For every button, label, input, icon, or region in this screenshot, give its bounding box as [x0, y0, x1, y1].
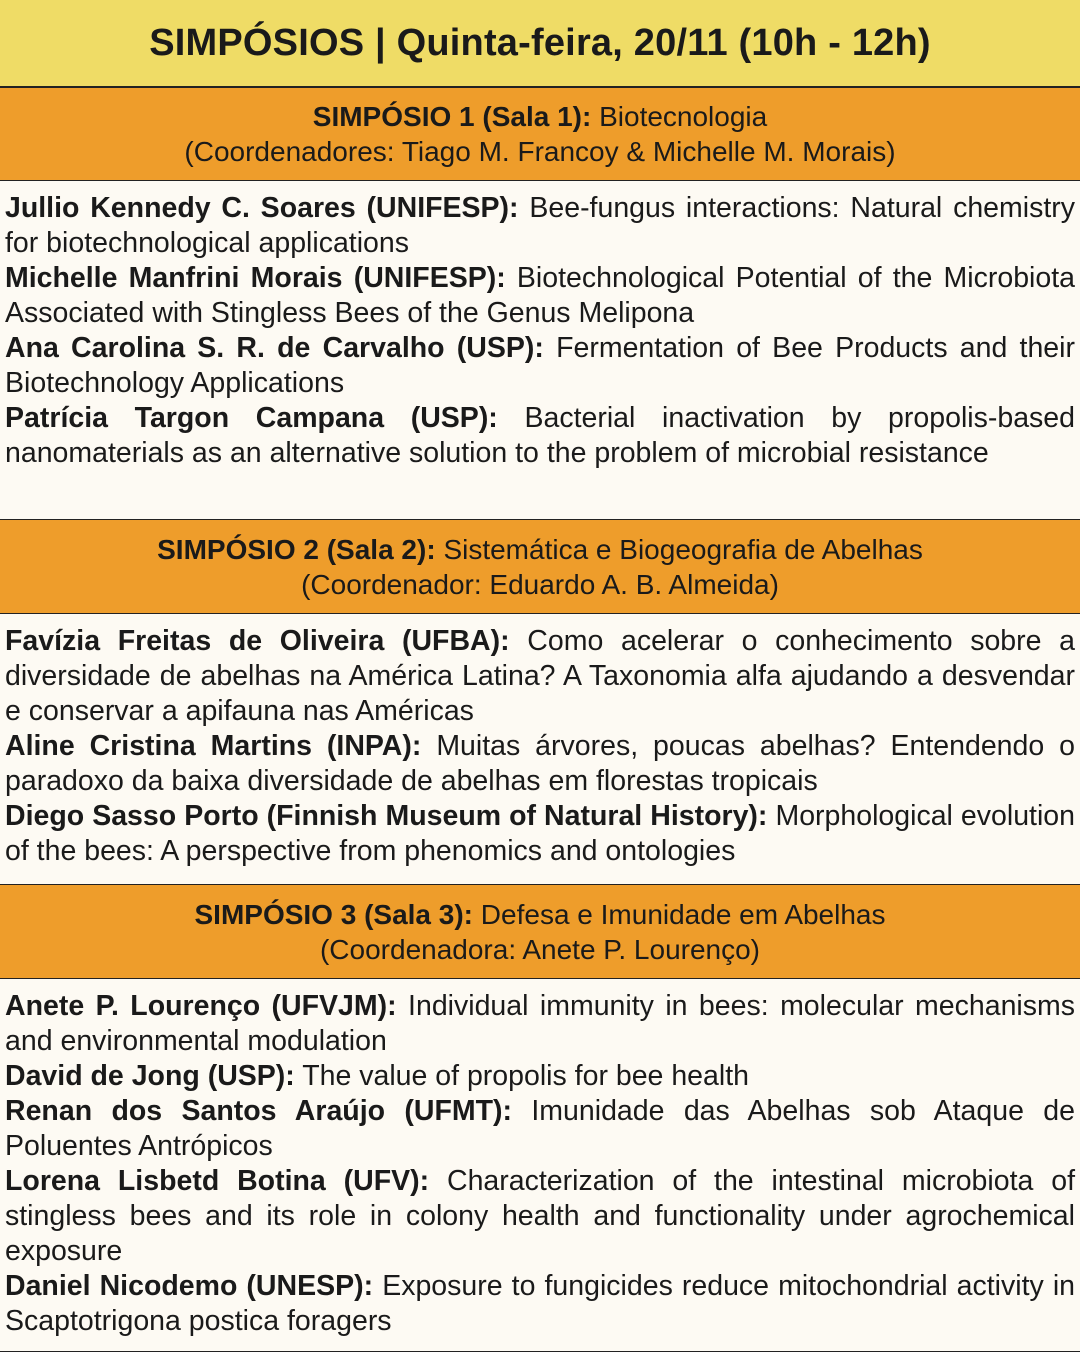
symposium-1-header: [0, 87, 1080, 181]
talk-title: Bacterial inactivation by propolis-based nanomaterials as an alternative solution to the problem of microbial resistance: [5, 402, 1075, 469]
talk-title: Exposure to fungicides reduce mitochondrial activity in Scaptotrigona postica foragers: [5, 1270, 1076, 1337]
talk-title: Morphological evolution of the bees: A perspective from phenomics and ontologies: [5, 800, 1075, 867]
symposium-1-topic: Biotecnologia: [599, 101, 768, 132]
talk-speaker: David de Jong (USP):: [5, 1060, 295, 1092]
talk-item: [5, 401, 1075, 471]
talk-item: [5, 624, 1075, 729]
talk-title: Muitas árvores, poucas abelhas? Entendendo o paradoxo da baixa diversidade de abelhas em florestas tropicais: [5, 730, 1076, 797]
symposium-3-topic: Defesa e Imunidade em Abelhas: [480, 898, 886, 930]
symposium-1-label: SIMPÓSIO 1 (Sala 1):: [312, 101, 592, 132]
talk-item: [5, 1269, 1075, 1339]
talk-speaker: Diego Sasso Porto (Finnish Museum of Natural History):: [5, 800, 768, 832]
talk-speaker: Favízia Freitas de Oliveira (UFBA):: [5, 625, 510, 657]
talk-item: [5, 191, 1075, 261]
symposium-2-header: [0, 519, 1080, 614]
talk-speaker: Anete P. Lourenço (UFVJM):: [5, 990, 397, 1022]
symposium-2-label: SIMPÓSIO 2 (Sala 2):: [157, 533, 436, 565]
talk-speaker: Aline Cristina Martins (INPA):: [5, 730, 422, 762]
talk-title: Imunidade das Abelhas sob Ataque de Poluentes Antrópicos: [5, 1095, 1076, 1162]
symposium-3-header: [0, 884, 1080, 979]
talk-speaker: Renan dos Santos Araújo (UFMT):: [5, 1095, 513, 1127]
talk-speaker: Lorena Lisbetd Botina (UFV):: [5, 1165, 430, 1197]
talk-speaker: Patrícia Targon Campana (USP):: [5, 402, 498, 434]
symposium-1-talk-list: [0, 181, 1080, 519]
talk-speaker: Daniel Nicodemo (UNESP):: [5, 1270, 374, 1302]
talk-speaker: Michelle Manfrini Morais (UNIFESP):: [5, 262, 506, 294]
talk-item: [5, 1094, 1075, 1164]
symposium-2-coordinators: (Coordenador: Eduardo A. B. Almeida): [301, 568, 779, 600]
talk-speaker: Jullio Kennedy C. Soares (UNIFESP):: [5, 192, 519, 224]
talk-title: The value of propolis for bee health: [302, 1060, 749, 1092]
symposium-3-coordinators: (Coordenadora: Anete P. Lourenço): [319, 933, 760, 965]
talk-title: Bee-fungus interactions: Natural chemistry for biotechnological applications: [5, 192, 1075, 259]
title-banner: [0, 0, 1080, 87]
symposium-1-coordinators: (Coordenadores: Tiago M. Francoy & Michelle M. Morais): [184, 136, 896, 167]
talk-item: [5, 729, 1075, 799]
symposium-1-heading-line: [313, 99, 767, 134]
talk-title: Characterization of the intestinal microbiota of stingless bees and its role in colony health and functionality under agrochemical exposure: [5, 1165, 1075, 1267]
symposium-2-talk-list: [0, 614, 1080, 884]
talk-item: [5, 799, 1075, 869]
symposium-3-label: SIMPÓSIO 3 (Sala 3):: [194, 898, 474, 930]
talk-item: [5, 1164, 1075, 1269]
symposium-2-heading-line: [157, 532, 923, 567]
talk-item: [5, 989, 1075, 1059]
page-title: SIMPÓSIOS | Quinta-feira, 20/11 (10h - 12h): [149, 21, 931, 64]
talk-item: [5, 1059, 1075, 1094]
talk-item: [5, 261, 1075, 331]
symposium-3-heading-line: [194, 897, 885, 932]
talk-title: Individual immunity in bees: molecular mechanisms and environmental modulation: [5, 990, 1076, 1057]
symposium-2-topic: Sistemática e Biogeografia de Abelhas: [443, 533, 923, 565]
talk-speaker: Ana Carolina S. R. de Carvalho (USP):: [5, 332, 544, 364]
symposium-3-talk-list: [0, 979, 1080, 1352]
talk-title: Como acelerar o conhecimento sobre a diversidade de abelhas na América Latina? A Taxonomia alfa ajudando a desvendar e conservar a apifauna nas Américas: [5, 625, 1076, 727]
talk-title: Fermentation of Bee Products and their Biotechnology Applications: [5, 332, 1075, 399]
talk-item: [5, 331, 1075, 401]
talk-title: Biotechnological Potential of the Microbiota Associated with Stingless Bees of the Genus Melipona: [5, 262, 1076, 329]
